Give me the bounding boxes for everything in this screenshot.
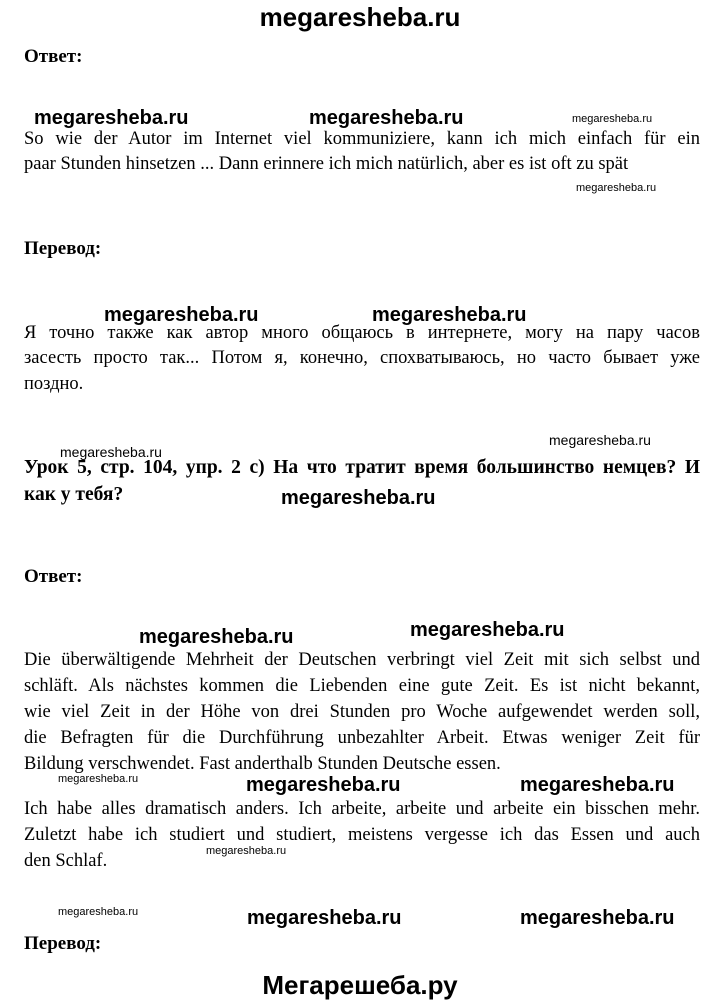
translation-heading-1: Перевод: xyxy=(24,238,102,259)
answer2-line-4: die Befragten für die Durchführung unbezahlter Arbeit. Etwas weniger Zeit für xyxy=(24,728,700,748)
watermark: megaresheba.ru xyxy=(58,906,139,918)
site-title: megaresheba.ru xyxy=(259,2,461,32)
watermark: megaresheba.ru xyxy=(60,444,162,460)
footer-title: Мегарешеба.ру xyxy=(262,970,458,1000)
watermark: megaresheba.ru xyxy=(520,907,675,929)
watermark: megaresheba.ru xyxy=(372,304,527,326)
answer-heading-2: Ответ: xyxy=(24,566,83,587)
translation-heading-2: Перевод: xyxy=(24,933,102,954)
translation-line-2: засесть просто так... Потом я, конечно, спохватываюсь, но часто бывает уже xyxy=(24,348,700,368)
answer3-line-3: den Schlaf. xyxy=(24,851,108,871)
watermark: megaresheba.ru xyxy=(34,107,189,129)
translation-line-3: поздно. xyxy=(24,374,84,394)
answer3-line-2: Zuletzt habe ich studiert und studiert, meistens vergesse ich das Essen und auch xyxy=(24,825,700,845)
watermark: megaresheba.ru xyxy=(206,845,287,857)
answer-heading-1: Ответ: xyxy=(24,46,83,67)
answer2-line-2: schläft. Als nächstes kommen die Liebenden eine gute Zeit. Es ist nicht bekannt, xyxy=(24,676,700,696)
watermark: megaresheba.ru xyxy=(247,907,402,929)
answer-line-2: paar Stunden hinsetzen ... Dann erinnere ich mich natürlich, aber es ist oft zu spät xyxy=(24,154,629,174)
watermark: megaresheba.ru xyxy=(139,626,294,648)
translation-line-1: Я точно также как автор много общаюсь в интернете, могу на пару часов xyxy=(24,323,700,343)
watermark: megaresheba.ru xyxy=(410,619,565,641)
answer3-line-1: Ich habe alles dramatisch anders. Ich arbeite, arbeite und arbeite ein bisschen mehr. xyxy=(24,799,700,819)
watermark: megaresheba.ru xyxy=(572,113,653,125)
watermark: megaresheba.ru xyxy=(549,432,651,448)
watermark: megaresheba.ru xyxy=(520,774,675,796)
answer2-line-5: Bildung verschwendet. Fast anderthalb Stunden Deutsche essen. xyxy=(24,754,501,774)
watermark: megaresheba.ru xyxy=(281,487,436,509)
answer2-line-1: Die überwältigende Mehrheit der Deutschen verbringt viel Zeit mit sich selbst und xyxy=(24,650,700,670)
answer2-line-3: wie viel Zeit in der Höhe von drei Stunden pro Woche aufgewendet werden soll, xyxy=(24,702,700,722)
watermark: megaresheba.ru xyxy=(309,107,464,129)
task-line-1: Урок 5, стр. 104, упр. 2 c) На что тратит время большинство немцев? И xyxy=(24,457,700,478)
watermark: megaresheba.ru xyxy=(246,774,401,796)
task-line-2: как у тебя? xyxy=(24,484,124,505)
watermark: megaresheba.ru xyxy=(58,773,139,785)
answer-line-1: So wie der Autor im Internet viel kommuniziere, kann ich mich einfach für ein xyxy=(24,129,700,149)
watermark: megaresheba.ru xyxy=(576,182,657,194)
watermark: megaresheba.ru xyxy=(104,304,259,326)
